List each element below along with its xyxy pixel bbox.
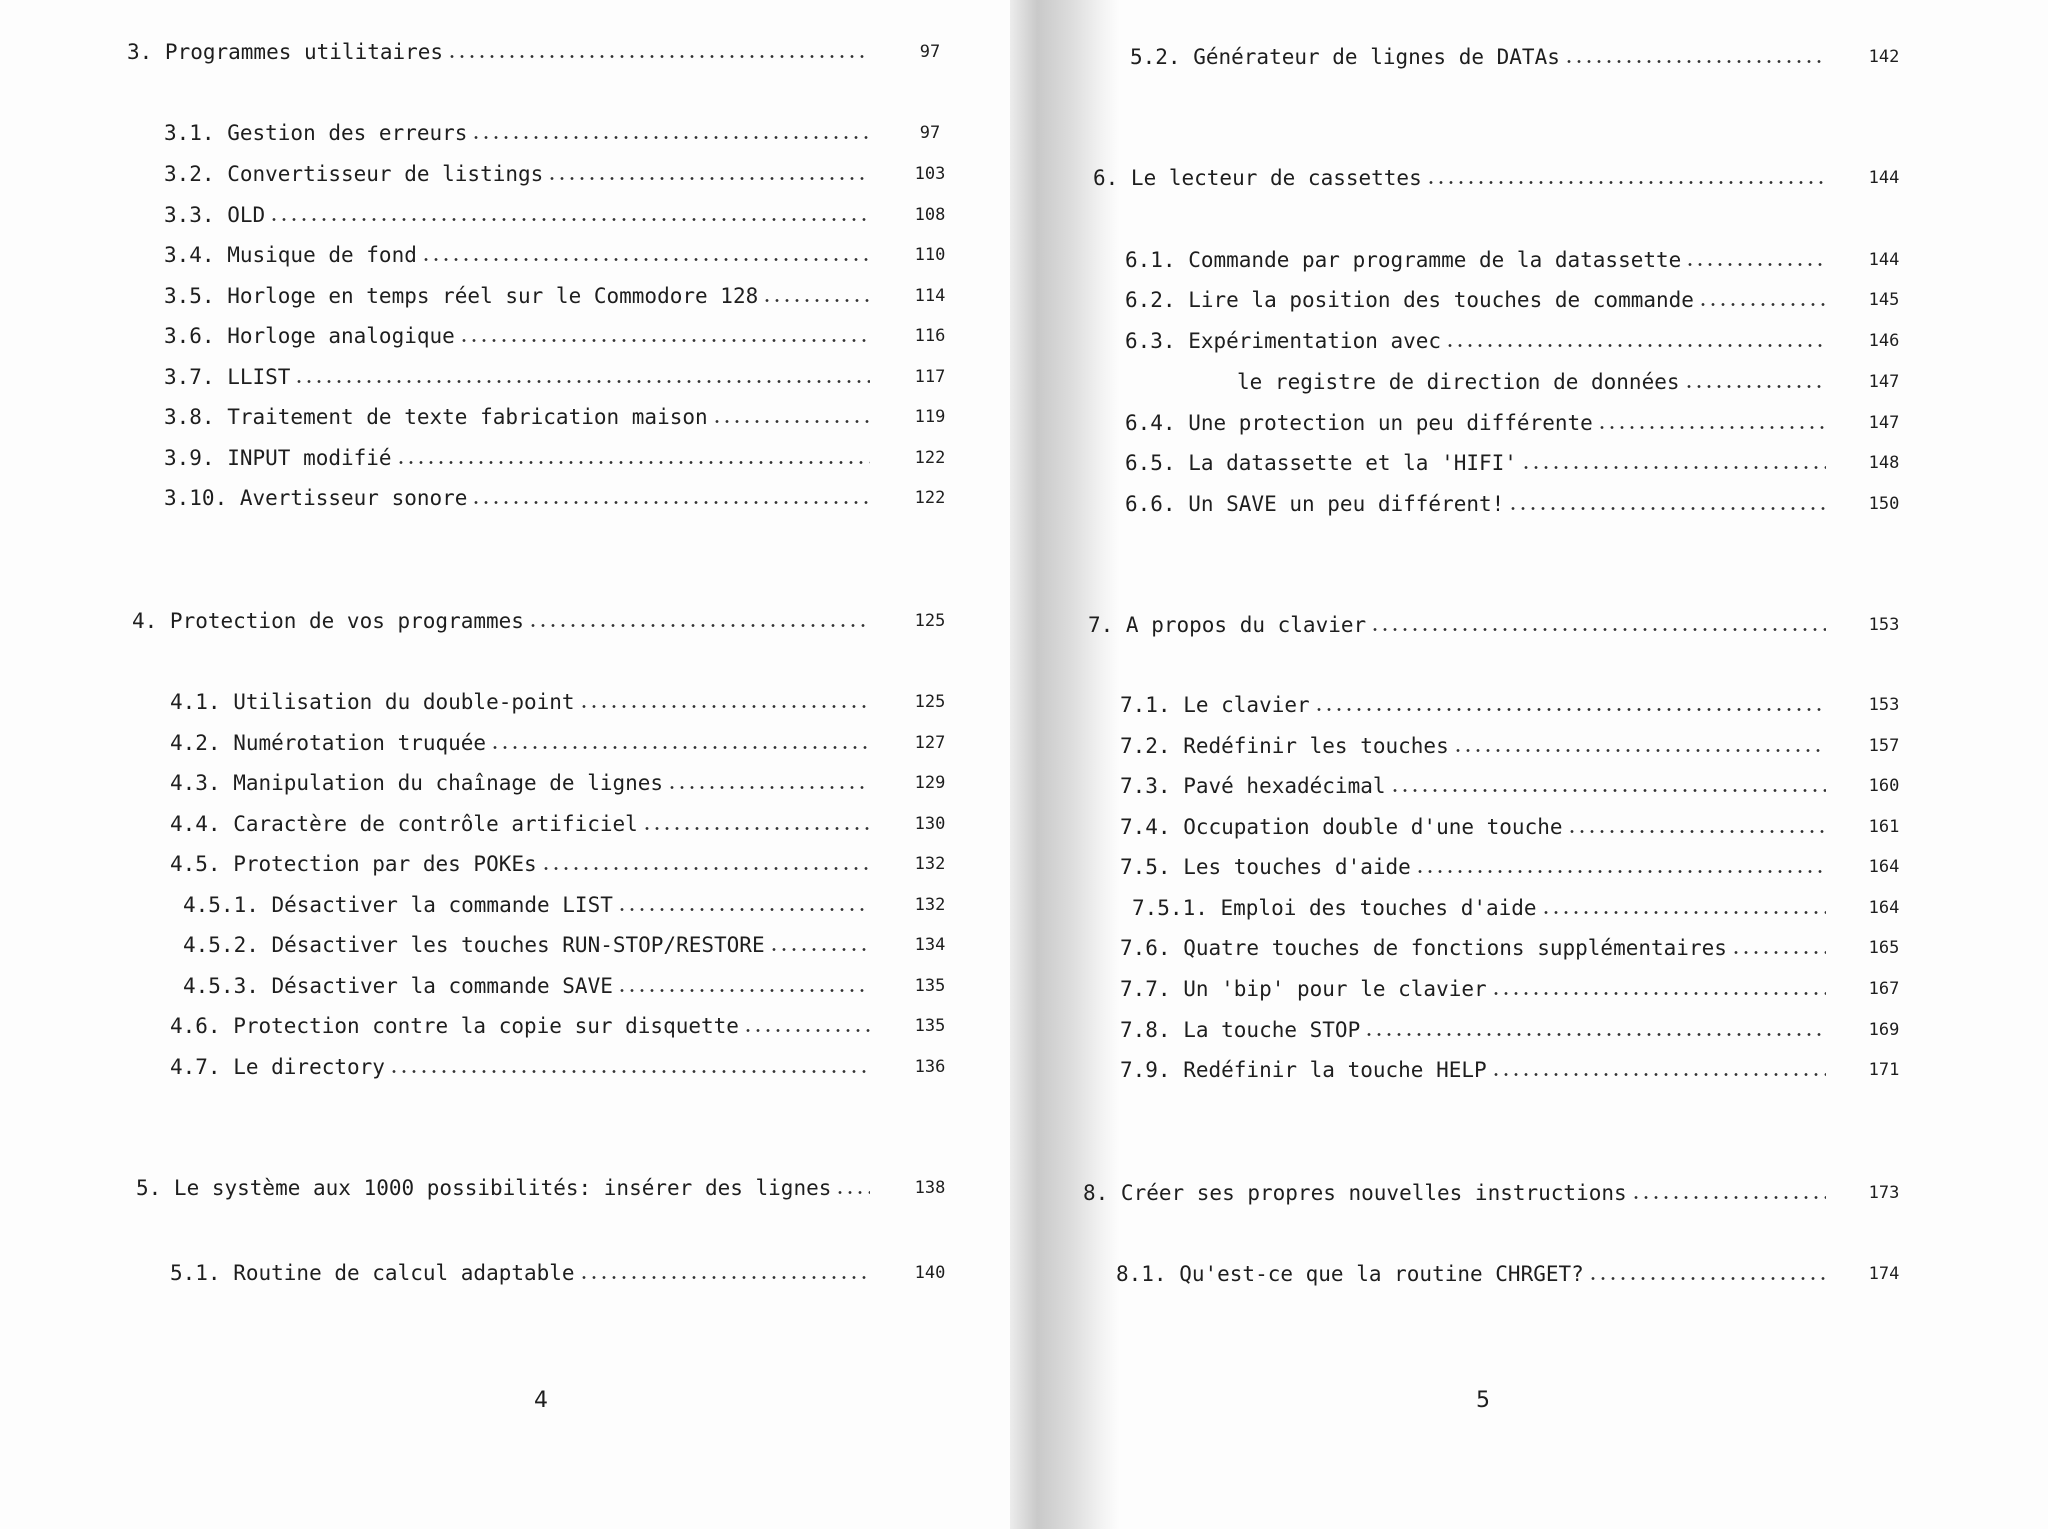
- toc-dot-leader: [294, 380, 870, 383]
- toc-entry-page: 140: [914, 1263, 946, 1283]
- toc-entry: [1120, 769, 1924, 803]
- toc-entry: [164, 441, 970, 475]
- toc-entry-page: 125: [914, 692, 946, 712]
- toc-entry: [1120, 850, 1924, 884]
- toc-entry: [1125, 487, 1924, 521]
- toc-entry: [183, 969, 970, 1003]
- toc-entry-page: 108: [914, 205, 946, 225]
- toc-entry: [1088, 608, 1924, 642]
- toc-entry-page: 160: [1868, 776, 1900, 796]
- toc-entry-label: 3.6. Horloge analogique: [164, 324, 455, 348]
- toc-entry-label: 7.4. Occupation double d'une touche: [1120, 815, 1563, 839]
- toc-entry-label: 4.4. Caractère de contrôle artificiel: [170, 812, 638, 836]
- toc-entry-label: 4.2. Numérotation truquée: [170, 731, 487, 755]
- toc-entry: [127, 35, 970, 69]
- toc-entry-page: 125: [914, 611, 946, 631]
- toc-entry-page: 153: [1868, 695, 1900, 715]
- toc-entry-page: 167: [1868, 979, 1900, 999]
- toc-dot-leader: [1314, 708, 1826, 711]
- toc-entry: [164, 157, 970, 191]
- toc-entry: [1130, 40, 1924, 74]
- toc-dot-leader: [1491, 1073, 1826, 1076]
- toc-entry-label: 7.8. La touche STOP: [1120, 1018, 1361, 1042]
- toc-dot-leader: [421, 258, 870, 261]
- toc-entry: [136, 1171, 970, 1205]
- toc-dot-leader: [1508, 507, 1826, 510]
- toc-dot-leader: [490, 746, 870, 749]
- toc-dot-leader: [528, 624, 870, 627]
- page-number-right: 5: [1476, 1388, 1490, 1413]
- toc-dot-leader: [769, 948, 870, 951]
- page-number-left: 4: [534, 1388, 548, 1413]
- toc-entry: [1120, 1053, 1924, 1087]
- toc-entry: [164, 198, 970, 232]
- toc-entry: [1120, 931, 1924, 965]
- toc-entry-label: 4.1. Utilisation du double-point: [170, 690, 575, 714]
- toc-entry-label: 6.1. Commande par programme de la datassette: [1125, 248, 1682, 272]
- toc-entry-page: 144: [1868, 168, 1900, 188]
- toc-entry-label: 4.5.3. Désactiver la commande SAVE: [183, 974, 613, 998]
- toc-entry: [164, 481, 970, 515]
- toc-entry-label: 6.2. Lire la position des touches de commande: [1125, 288, 1694, 312]
- toc-entry: [1132, 891, 1924, 925]
- toc-entry: [1125, 324, 1924, 358]
- toc-entry: [170, 1009, 970, 1043]
- toc-entry: [1120, 972, 1924, 1006]
- toc-entry-label: 4.3. Manipulation du chaînage de lignes: [170, 771, 664, 795]
- toc-entry-label: 4. Protection de vos programmes: [132, 609, 524, 633]
- toc-entry: [164, 238, 970, 272]
- toc-dot-leader: [1685, 263, 1826, 266]
- toc-entry: [183, 928, 970, 962]
- toc-entry-label: 3.10. Avertisseur sonore: [164, 486, 468, 510]
- toc-dot-leader: [1588, 1277, 1826, 1280]
- toc-dot-leader: [579, 705, 870, 708]
- toc-entry-label: 6.5. La datassette et la 'HIFI': [1125, 451, 1517, 475]
- toc-entry-label: 3.1. Gestion des erreurs: [164, 121, 468, 145]
- right-page: [1010, 0, 2048, 1529]
- toc-entry-label: 8.1. Qu'est-ce que la routine CHRGET?: [1116, 1262, 1584, 1286]
- toc-entry-label: 3.5. Horloge en temps réel sur le Commodore 128: [164, 284, 759, 308]
- toc-entry-page: 171: [1868, 1060, 1900, 1080]
- toc-entry-page: 150: [1868, 494, 1900, 514]
- toc-dot-leader: [1564, 60, 1826, 63]
- toc-dot-leader: [447, 55, 870, 58]
- toc-entry-label: 6.3. Expérimentation avec: [1125, 329, 1442, 353]
- toc-dot-leader: [269, 218, 870, 221]
- toc-entry-label: 4.5.2. Désactiver les touches RUN-STOP/RESTORE: [183, 933, 765, 957]
- toc-entry-page: 138: [914, 1178, 946, 1198]
- toc-dot-leader: [617, 989, 870, 992]
- toc-dot-leader: [1370, 628, 1826, 631]
- toc-entry: [170, 1256, 970, 1290]
- toc-dot-leader: [389, 1070, 870, 1073]
- toc-entry-label: 7.7. Un 'bip' pour le clavier: [1120, 977, 1487, 1001]
- toc-entry-page: 147: [1868, 413, 1900, 433]
- toc-entry-page: 148: [1868, 453, 1900, 473]
- toc-dot-leader: [1390, 789, 1826, 792]
- toc-entry-label: 8. Créer ses propres nouvelles instructions: [1083, 1181, 1627, 1205]
- toc-dot-leader: [1684, 385, 1826, 388]
- toc-entry-page: 132: [914, 895, 946, 915]
- toc-entry: [1093, 161, 1924, 195]
- toc-dot-leader: [579, 1276, 870, 1279]
- toc-entry-label: 3.3. OLD: [164, 203, 266, 227]
- toc-entry-page: 147: [1868, 372, 1900, 392]
- toc-dot-leader: [1698, 303, 1826, 306]
- toc-entry-label: 7.6. Quatre touches de fonctions supplémentaires: [1120, 936, 1727, 960]
- toc-entry-label: 3.7. LLIST: [164, 365, 291, 389]
- toc-dot-leader: [1521, 466, 1826, 469]
- toc-entry-label: 3.2. Convertisseur de listings: [164, 162, 544, 186]
- toc-entry-page: 136: [914, 1057, 946, 1077]
- toc-entry: [1120, 1013, 1924, 1047]
- toc-entry-label: 3.4. Musique de fond: [164, 243, 417, 267]
- toc-entry-page: 117: [914, 367, 946, 387]
- toc-entry: [170, 685, 970, 719]
- toc-entry: [170, 766, 970, 800]
- toc-entry: [1125, 243, 1924, 277]
- toc-entry-label: 4.5. Protection par des POKEs: [170, 852, 537, 876]
- toc-entry: [170, 847, 970, 881]
- toc-entry-label: 5. Le système aux 1000 possibilités: insérer des lignes: [136, 1176, 832, 1200]
- toc-entry-page: 129: [914, 773, 946, 793]
- book-gutter-shadow: [1010, 0, 1120, 1529]
- toc-dot-leader: [667, 786, 870, 789]
- toc-dot-leader: [1415, 870, 1826, 873]
- toc-entry-label: 6.6. Un SAVE un peu différent!: [1125, 492, 1505, 516]
- toc-entry-page: 146: [1868, 331, 1900, 351]
- toc-entry-page: 144: [1868, 250, 1900, 270]
- toc-entry-label: 3. Programmes utilitaires: [127, 40, 444, 64]
- toc-entry-page: 103: [914, 164, 946, 184]
- toc-dot-leader: [396, 461, 870, 464]
- toc-entry-label: 4.5.1. Désactiver la commande LIST: [183, 893, 613, 917]
- toc-entry: [1120, 688, 1924, 722]
- toc-entry: [1237, 365, 1924, 399]
- toc-entry-page: 122: [914, 488, 946, 508]
- toc-entry: [1116, 1257, 1924, 1291]
- toc-dot-leader: [471, 501, 870, 504]
- toc-entry-page: 164: [1868, 857, 1900, 877]
- toc-entry-page: 173: [1868, 1183, 1900, 1203]
- toc-dot-leader: [762, 299, 870, 302]
- toc-entry: [164, 400, 970, 434]
- toc-entry-page: 116: [914, 326, 946, 346]
- toc-dot-leader: [1731, 951, 1826, 954]
- toc-entry-page: 122: [914, 448, 946, 468]
- toc-entry: [170, 807, 970, 841]
- toc-dot-leader: [471, 136, 870, 139]
- toc-entry-label: 3.8. Traitement de texte fabrication maison: [164, 405, 708, 429]
- toc-dot-leader: [547, 177, 870, 180]
- toc-entry-label: 5.1. Routine de calcul adaptable: [170, 1261, 575, 1285]
- toc-entry: [1083, 1176, 1924, 1210]
- toc-dot-leader: [1597, 426, 1826, 429]
- toc-entry: [164, 319, 970, 353]
- toc-entry-label: le registre de direction de données: [1237, 370, 1680, 394]
- toc-dot-leader: [1631, 1196, 1826, 1199]
- toc-dot-leader: [1541, 911, 1826, 914]
- toc-entry-label: 7.5. Les touches d'aide: [1120, 855, 1411, 879]
- toc-entry: [132, 604, 970, 638]
- toc-dot-leader: [1364, 1033, 1826, 1036]
- toc-entry-page: 97: [919, 42, 941, 62]
- toc-entry-label: 4.7. Le directory: [170, 1055, 385, 1079]
- toc-dot-leader: [1445, 344, 1826, 347]
- toc-entry-label: 7. A propos du clavier: [1088, 613, 1367, 637]
- toc-entry: [1125, 406, 1924, 440]
- toc-dot-leader: [835, 1191, 870, 1194]
- toc-entry-label: 3.9. INPUT modifié: [164, 446, 392, 470]
- toc-entry-page: 161: [1868, 817, 1900, 837]
- toc-dot-leader: [541, 867, 870, 870]
- toc-entry-page: 165: [1868, 938, 1900, 958]
- toc-entry: [1120, 810, 1924, 844]
- toc-entry-label: 7.9. Redéfinir la touche HELP: [1120, 1058, 1487, 1082]
- toc-entry-page: 130: [914, 814, 946, 834]
- toc-dot-leader: [743, 1029, 870, 1032]
- toc-dot-leader: [459, 339, 870, 342]
- toc-entry-page: 119: [914, 407, 946, 427]
- toc-entry: [1120, 729, 1924, 763]
- toc-entry-page: 97: [919, 123, 941, 143]
- toc-entry-page: 153: [1868, 615, 1900, 635]
- toc-entry-page: 169: [1868, 1020, 1900, 1040]
- toc-entry-page: 127: [914, 733, 946, 753]
- toc-entry: [164, 279, 970, 313]
- toc-entry-label: 7.2. Redéfinir les touches: [1120, 734, 1449, 758]
- toc-entry-page: 157: [1868, 736, 1900, 756]
- toc-entry: [183, 888, 970, 922]
- toc-entry-page: 134: [914, 935, 946, 955]
- toc-dot-leader: [712, 420, 870, 423]
- toc-dot-leader: [642, 827, 870, 830]
- toc-entry-label: 7.3. Pavé hexadécimal: [1120, 774, 1386, 798]
- toc-entry: [170, 726, 970, 760]
- toc-entry-label: 5.2. Générateur de lignes de DATAs: [1130, 45, 1560, 69]
- toc-entry-label: 7.5.1. Emploi des touches d'aide: [1132, 896, 1537, 920]
- toc-entry-page: 145: [1868, 290, 1900, 310]
- toc-entry-label: 7.1. Le clavier: [1120, 693, 1310, 717]
- toc-dot-leader: [1426, 181, 1826, 184]
- toc-entry-label: 6. Le lecteur de cassettes: [1093, 166, 1422, 190]
- toc-entry-page: 174: [1868, 1264, 1900, 1284]
- toc-entry-page: 132: [914, 854, 946, 874]
- toc-entry-page: 164: [1868, 898, 1900, 918]
- toc-entry: [1125, 283, 1924, 317]
- toc-entry: [164, 360, 970, 394]
- toc-entry-page: 110: [914, 245, 946, 265]
- toc-entry-label: 6.4. Une protection un peu différente: [1125, 411, 1593, 435]
- toc-entry-page: 135: [914, 976, 946, 996]
- toc-entry-page: 142: [1868, 47, 1900, 67]
- toc-dot-leader: [1491, 992, 1826, 995]
- toc-entry: [1125, 446, 1924, 480]
- toc-dot-leader: [617, 908, 870, 911]
- toc-entry-page: 135: [914, 1016, 946, 1036]
- toc-entry-label: 4.6. Protection contre la copie sur disquette: [170, 1014, 739, 1038]
- toc-entry: [164, 116, 970, 150]
- toc-dot-leader: [1567, 830, 1826, 833]
- toc-entry: [170, 1050, 970, 1084]
- toc-dot-leader: [1453, 749, 1826, 752]
- toc-entry-page: 114: [914, 286, 946, 306]
